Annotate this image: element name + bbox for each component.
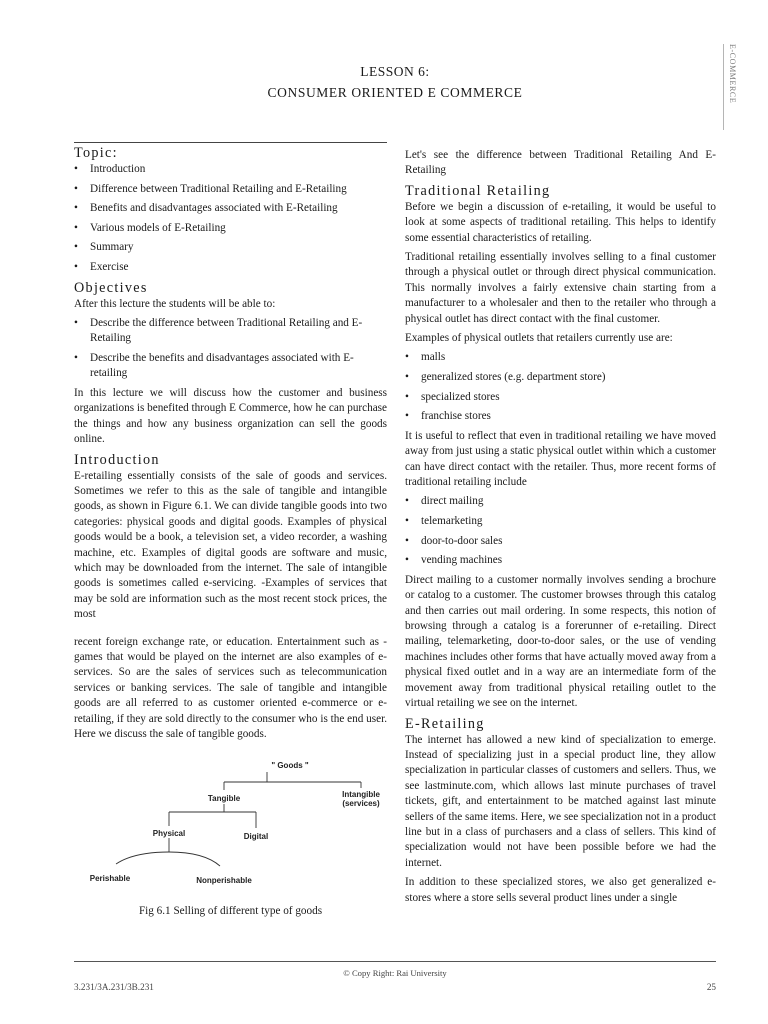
node-goods: " Goods ": [271, 761, 309, 770]
traditional-retailing-heading: Traditional Retailing: [405, 182, 551, 199]
node-perishable: Perishable: [89, 874, 131, 883]
figure-caption: Fig 6.1 Selling of different type of goods: [138, 905, 323, 917]
right-column: [405, 148, 716, 910]
paragraph: Direct mailing to a customer normally involves sending a brochure or catalog to a customer. The customer browses through this catalog and then carries out mail ordering. In some respects, this notion of browsing through a catalog is a forerunner of e-retailing. Direct mailing, telemarketing, door-to-door sales, or the use of vending machines includes other forms that have actually moved away from a physical fixed outlet and in a way are an intermediate form of the movement away from traditional physical retailing outlet to the virtual retailing we see on the internet.: [405, 573, 716, 710]
node-digital: Digital: [243, 832, 269, 841]
node-intangible: Intangible: [342, 790, 380, 799]
paragraph: Examples of physical outlets that retailers currently use are:: [405, 332, 673, 345]
lead-paragraph: Let's see the difference between Traditional Retailing And E-Retailing: [405, 149, 716, 177]
introduction-paragraph: E-retailing essentially consists of the sale of goods and services. Sometimes we refer to this as the sale of tangible and intangible goods, as shown in Figure 6.1. We can divide tangible goods into two categories: physical goods and digital goods. Examples of physical goods would be a book, a television set, a video recorder, a washing machine, etc. Examples of digital goods are software and music, which may be downloaded from the internet. The sale of intangible goods is sometimes called e-servicing. -Examples of services that may be sold are information such as the most recent stock prices, the most: [74, 469, 387, 621]
lesson-title: CONSUMER ORIENTED E COMMERCE: [267, 85, 523, 100]
list-item: • franchise stores: [405, 409, 716, 424]
goods-tree-diagram: [74, 748, 387, 898]
paragraph: The internet has allowed a new kind of specialization to emerge. Instead of specializing just in a special product line, they allow specialization in particular classes of customers and sellers. Thus, we see lastminute.com, which allows last minute purchases of travel tickets, gift, and entertainment to be matched against last minute sellers of the same items. Here, we see specialization not in a product line but in a class of purchasers and a class of sellers. This kind of specialization would not have been possible before we had the internet.: [405, 733, 716, 869]
node-tangible: Tangible: [207, 794, 241, 803]
left-column: [74, 142, 387, 747]
list-item: • vending machines: [405, 553, 716, 568]
footer-rule: [74, 961, 716, 962]
paragraph: Traditional retailing essentially involves selling to a final customer through a physical outlet or through direct physical communication. This normally involves a fairly extensive chain starting from a manufacturer to a wholesaler and then to the retailer who through a physical outlet has direct contact with the final customer.: [405, 251, 716, 325]
list-item: • Exercise: [74, 260, 387, 275]
objectives-list: [74, 316, 387, 382]
objectives-paragraph: In this lecture we will discuss how the customer and business organizations is benefited through E Commerce, how he can purchase the things and how any business organization can sell the goods online.: [74, 386, 387, 446]
node-physical: Physical: [152, 829, 186, 838]
recent-forms-list: [405, 494, 716, 568]
node-services: (services): [342, 799, 380, 808]
list-item: • direct mailing: [405, 494, 716, 509]
e-retailing-heading: E-Retailing: [405, 715, 485, 732]
list-item: • Describe the benefits and disadvantages associated with E-retailing: [74, 351, 387, 382]
list-item: • Describe the difference between Traditional Retailing and E-Retailing: [74, 316, 387, 347]
list-item: • Introduction: [74, 162, 387, 177]
introduction-heading: Introduction: [74, 451, 160, 468]
topic-heading: Topic:: [74, 142, 387, 162]
list-item: • Difference between Traditional Retailing and E-Retailing: [74, 182, 387, 197]
list-item: • malls: [405, 350, 716, 365]
introduction-paragraph-continued: recent foreign exchange rate, or education. Entertainment such as -games that would be played on the internet are also examples of e-services. So are the sales of services such as telecommunication services or banking services. The sale of tangible and intangible goods are all referred to as customer oriented e-commerce or e-retailing, if they are sold directly to the consumer who is the end user. Here we discuss the sale of tangible goods.: [74, 635, 387, 741]
list-item: • specialized stores: [405, 390, 716, 405]
outlets-list: [405, 350, 716, 424]
paragraph: It is useful to reflect that even in traditional retailing we have moved away from just using a static physical outlet within which a customer can have direct contact with the retailer. Thus, more recent forms of traditional retailing include: [405, 429, 716, 489]
list-item: • door-to-door sales: [405, 534, 716, 549]
side-label: E-COMMERCE: [728, 44, 737, 104]
page-number: 25: [706, 982, 716, 992]
list-item: • telemarketing: [405, 514, 716, 529]
objectives-heading: Objectives: [74, 279, 148, 296]
copyright: © Copy Right: Rai University: [343, 968, 447, 978]
node-nonperishable: Nonperishable: [196, 876, 252, 885]
list-item: • Summary: [74, 240, 387, 255]
list-item: • Various models of E-Retailing: [74, 221, 387, 236]
objectives-intro: After this lecture the students will be able to:: [74, 297, 276, 310]
topic-list: [74, 162, 387, 275]
course-code: 3.231/3A.231/3B.231: [74, 982, 154, 992]
figure-goods-tree: [74, 748, 387, 938]
paragraph: In addition to these specialized stores, we also get generalized e-stores where a store sells several product lines under a single: [405, 876, 716, 904]
lesson-number: LESSON 6:: [360, 64, 430, 79]
list-item: • generalized stores (e.g. department store): [405, 370, 716, 385]
list-item: • Benefits and disadvantages associated with E-Retailing: [74, 201, 387, 216]
paragraph: Before we begin a discussion of e-retailing, it would be useful to look at some aspects of traditional retailing. This helps to identify some essential characteristics of retailing.: [405, 200, 716, 244]
